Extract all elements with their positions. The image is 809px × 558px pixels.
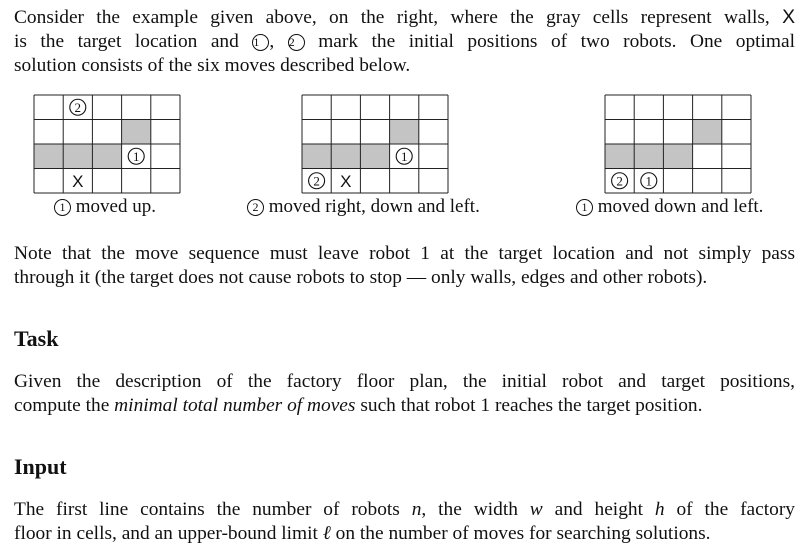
- robot-2-label: 2: [616, 173, 623, 189]
- task-line-1: [14, 370, 795, 394]
- input-text-2b: on the number of moves for searching solutions.: [335, 523, 711, 544]
- input-text-1a: The first line contains the number of robots: [14, 499, 400, 520]
- wall-cell: [390, 120, 419, 145]
- caption-1-text: moved up.: [75, 196, 156, 217]
- input-paragraph: [14, 498, 795, 546]
- task-heading: Task: [14, 326, 59, 351]
- note-line-2: [14, 266, 795, 290]
- task-line-2: [14, 394, 795, 418]
- robot-1-glyph: 1: [252, 34, 269, 51]
- var-h: h: [654, 499, 665, 520]
- task-text-2b: such that robot 1 reaches the target position.: [360, 395, 703, 416]
- input-text-2a: floor in cells, and an upper-bound limit: [14, 523, 318, 544]
- caption-2-robot-glyph: 2: [247, 199, 264, 216]
- wall-cell: [122, 120, 151, 145]
- input-heading: Input: [14, 454, 67, 479]
- note-text-2: through it (the target does not cause robots to stop — only walls, edges and other robots).: [14, 267, 708, 288]
- intro-text-2b: mark the initial positions of two robots. One optimal: [318, 31, 795, 52]
- intro-line-2: [14, 30, 795, 54]
- caption-2-text: moved right, down and left.: [268, 196, 480, 217]
- note-text-1: Note that the move sequence must leave robot 1 at the target location and not simply pass: [14, 243, 795, 264]
- wall-cell: [92, 144, 121, 169]
- task-text-2a: compute the: [14, 395, 110, 416]
- wall-cell: [663, 144, 692, 169]
- note-line-1: [14, 242, 795, 266]
- intro-text-2a: is the target location and: [14, 31, 239, 52]
- figure-caption-2: [247, 196, 480, 218]
- figure-grid-1: [34, 95, 182, 195]
- target-letter: X: [782, 6, 795, 28]
- input-text-1d: of the factory: [676, 499, 795, 520]
- wall-cell: [693, 120, 722, 145]
- robot-2-glyph: 2: [288, 34, 305, 51]
- input-line-1: [14, 498, 795, 522]
- input-text-1b: , the width: [421, 499, 518, 520]
- var-l: ℓ: [322, 523, 331, 544]
- wall-cell: [63, 144, 92, 169]
- note-paragraph: [14, 242, 795, 290]
- caption-1-robot-glyph: 1: [54, 199, 71, 216]
- intro-line-1: [14, 5, 795, 30]
- intro-separator: ,: [269, 31, 275, 52]
- intro-line-3: [14, 54, 795, 78]
- robot-1-label: 1: [400, 148, 408, 164]
- intro-text-3: solution consists of the six moves described below.: [14, 55, 411, 76]
- figure-caption-3: [576, 196, 763, 218]
- task-emphasis: minimal total number of moves: [114, 395, 356, 416]
- task-paragraph: [14, 370, 795, 418]
- intro-paragraph: [14, 5, 795, 78]
- figure-grid-2: [302, 95, 450, 195]
- intro-text-1: Consider the example given above, on the right, where the gray cells represent walls,: [14, 7, 770, 28]
- input-line-2: [14, 522, 795, 546]
- wall-cell: [302, 144, 331, 169]
- var-n: n: [411, 499, 422, 520]
- robot-2-label: 2: [74, 99, 82, 115]
- robot-1-label: 1: [645, 173, 653, 189]
- robot-2-label: 2: [313, 173, 320, 189]
- wall-cell: [634, 144, 663, 169]
- caption-3-robot-glyph: 1: [576, 199, 593, 216]
- robot-1-label: 1: [132, 148, 140, 164]
- input-text-1c: and height: [554, 499, 643, 520]
- target-marker: X: [72, 171, 84, 191]
- caption-3-text: moved down and left.: [597, 196, 764, 217]
- figure-caption-1: [54, 196, 156, 218]
- target-marker: X: [340, 171, 352, 191]
- wall-cell: [360, 144, 389, 169]
- wall-cell: [34, 144, 63, 169]
- wall-cell: [331, 144, 360, 169]
- task-text-1: Given the description of the factory floor plan, the initial robot and target positions,: [14, 371, 795, 392]
- var-w: w: [529, 499, 543, 520]
- wall-cell: [605, 144, 634, 169]
- figure-grid-3: [605, 95, 753, 195]
